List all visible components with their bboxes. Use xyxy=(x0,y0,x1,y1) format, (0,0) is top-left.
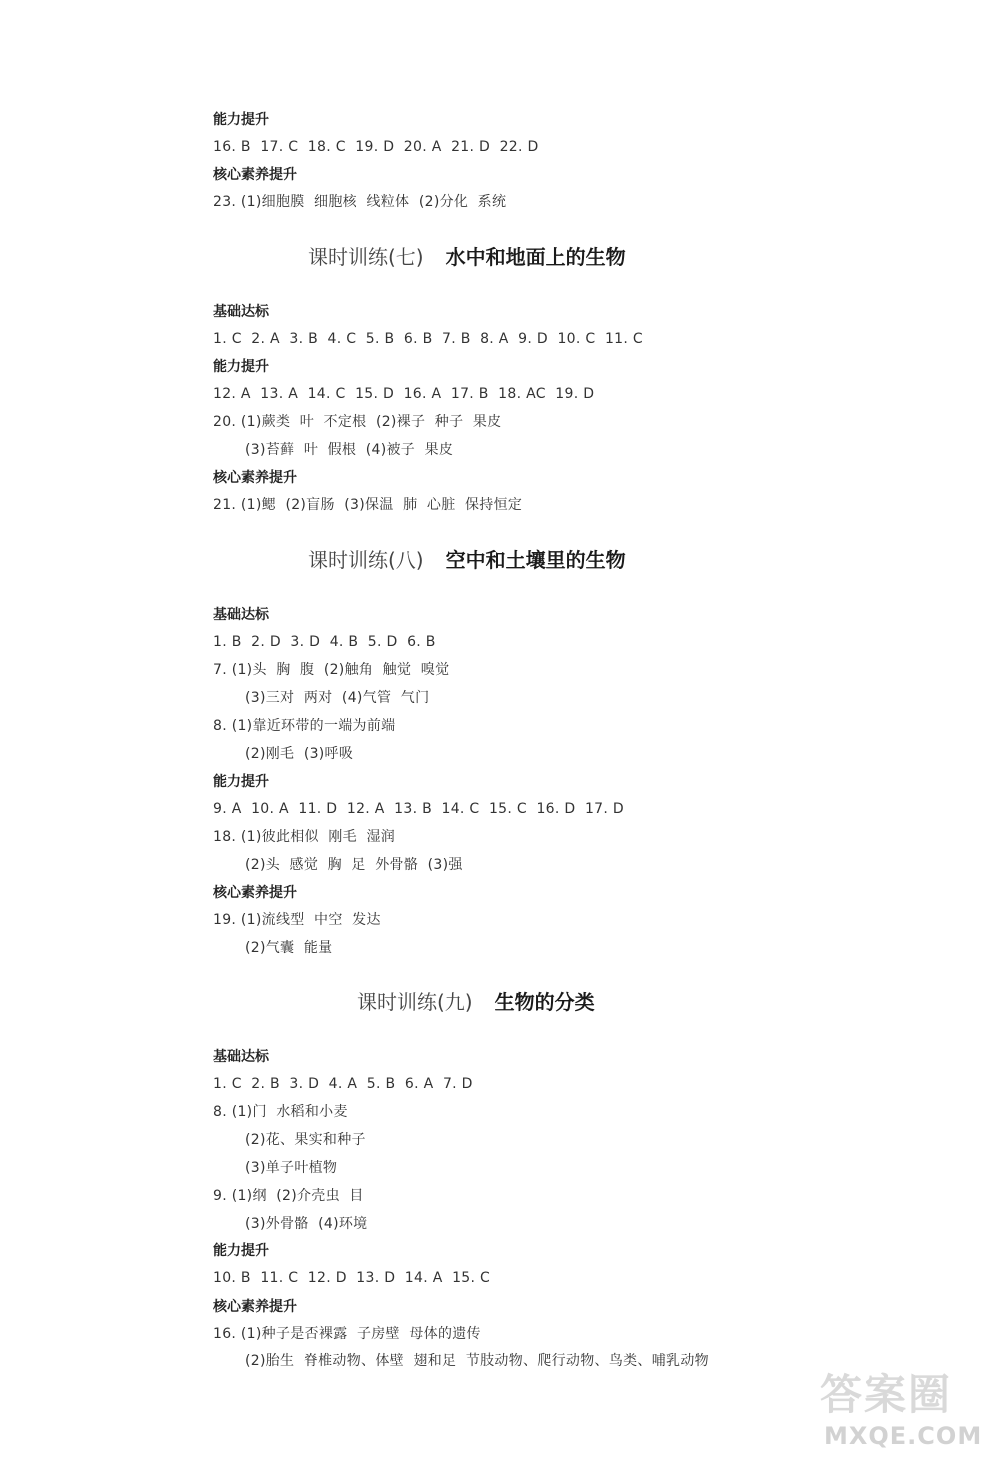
answer-line: (3)三对 两对 (4)气管 气门 xyxy=(245,690,430,706)
lesson-title-8 xyxy=(308,547,626,573)
answer-line: 19. (1)流线型 中空 发达 xyxy=(213,912,381,928)
lesson-number: 课时训练(八) xyxy=(308,548,424,572)
answer-line: 1. B 2. D 3. D 4. B 5. D 6. B xyxy=(213,634,436,650)
answer-line: 8. (1)靠近环带的一端为前端 xyxy=(213,718,396,734)
answer-line: 23. (1)细胞膜 细胞核 线粒体 (2)分化 系统 xyxy=(213,194,507,210)
lesson-topic: 空中和土壤里的生物 xyxy=(445,548,626,572)
answer-line: 8. (1)门 水稻和小麦 xyxy=(213,1104,348,1120)
answer-line: (2)头 感觉 胸 足 外骨骼 (3)强 xyxy=(245,857,463,873)
answer-line: 7. (1)头 胸 腹 (2)触角 触觉 嗅觉 xyxy=(213,662,450,678)
lesson-topic: 生物的分类 xyxy=(494,990,595,1014)
section-heading-core: 核心素养提升 xyxy=(213,470,297,486)
watermark-logo-text: 答案圈 xyxy=(820,1370,953,1419)
answer-line: (3)外骨骼 (4)环境 xyxy=(245,1216,368,1232)
section-heading-ability: 能力提升 xyxy=(213,359,269,375)
answer-line: 12. A 13. A 14. C 15. D 16. A 17. B 18. AC 19. D xyxy=(213,386,595,402)
answer-line: (3)苔藓 叶 假根 (4)被子 果皮 xyxy=(245,442,454,458)
section-heading-basic: 基础达标 xyxy=(213,304,269,320)
lesson-title-9 xyxy=(357,989,595,1015)
lesson-title-7 xyxy=(308,244,626,270)
answer-line: 1. C 2. A 3. B 4. C 5. B 6. B 7. B 8. A 9. D 10. C 11. C xyxy=(213,331,643,347)
site-watermark xyxy=(820,1362,983,1462)
section-heading-ability: 能力提升 xyxy=(213,1243,269,1259)
answer-line: (2)花、果实和种子 xyxy=(245,1132,366,1148)
answer-line: 16. (1)种子是否裸露 子房壁 母体的遗传 xyxy=(213,1326,481,1342)
answer-line: (2)气囊 能量 xyxy=(245,940,333,956)
answer-line: 18. (1)彼此相似 刚毛 湿润 xyxy=(213,829,396,845)
lesson-number: 课时训练(七) xyxy=(308,245,424,269)
answer-line: 9. A 10. A 11. D 12. A 13. B 14. C 15. C 16. D 17. D xyxy=(213,801,624,817)
section-heading-core: 核心素养提升 xyxy=(213,885,297,901)
watermark-url: MXQE.COM xyxy=(824,1422,983,1450)
answer-line: 10. B 11. C 12. D 13. D 14. A 15. C xyxy=(213,1270,491,1286)
answer-line: 21. (1)鳃 (2)盲肠 (3)保温 肺 心脏 保持恒定 xyxy=(213,497,523,513)
answer-line: 9. (1)纲 (2)介壳虫 目 xyxy=(213,1188,364,1204)
answer-line: (2)胎生 脊椎动物、体壁 翅和足 节肢动物、爬行动物、鸟类、哺乳动物 xyxy=(245,1353,709,1369)
section-heading-core: 核心素养提升 xyxy=(213,167,297,183)
section-heading-ability: 能力提升 xyxy=(213,112,269,128)
section-heading-core: 核心素养提升 xyxy=(213,1299,297,1315)
section-heading-basic: 基础达标 xyxy=(213,607,269,623)
section-heading-ability: 能力提升 xyxy=(213,774,269,790)
section-heading-basic: 基础达标 xyxy=(213,1049,269,1065)
lesson-number: 课时训练(九) xyxy=(357,990,473,1014)
answer-line: (3)单子叶植物 xyxy=(245,1160,338,1176)
answer-line: 1. C 2. B 3. D 4. A 5. B 6. A 7. D xyxy=(213,1076,473,1092)
answer-line: 20. (1)蕨类 叶 不定根 (2)裸子 种子 果皮 xyxy=(213,414,502,430)
lesson-topic: 水中和地面上的生物 xyxy=(445,245,626,269)
answer-line: (2)刚毛 (3)呼吸 xyxy=(245,746,354,762)
answer-line: 16. B 17. C 18. C 19. D 20. A 21. D 22. D xyxy=(213,139,539,155)
